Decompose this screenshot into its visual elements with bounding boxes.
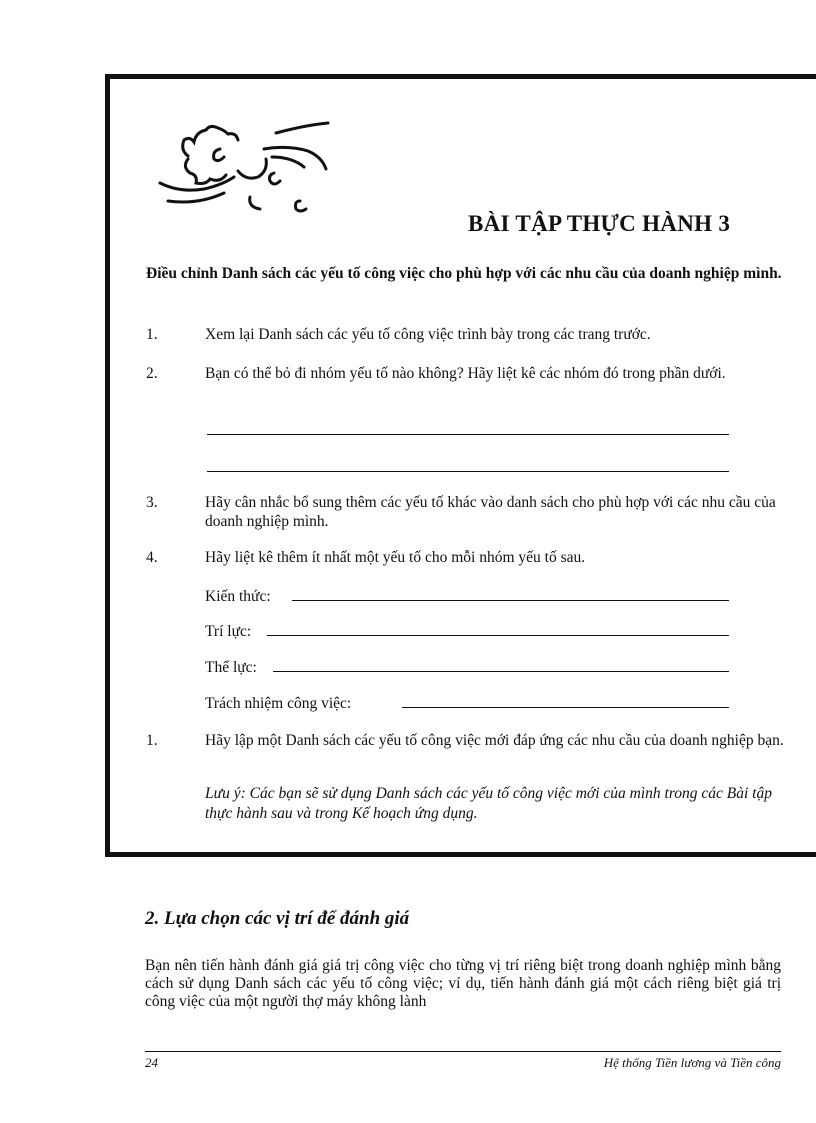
exercise-box <box>105 74 816 857</box>
gears-logo-icon <box>148 101 348 231</box>
physical-line[interactable] <box>273 671 729 672</box>
footer-divider <box>145 1051 781 1052</box>
item-number: 4. <box>146 549 158 566</box>
intellect-line[interactable] <box>267 635 729 636</box>
item-text: Hãy lập một Danh sách các yếu tố công việc mới đáp ứng các nhu cầu của doanh nghiệp bạn. <box>205 732 784 749</box>
running-title: Hệ thống Tiền lương và Tiền công <box>603 1055 781 1070</box>
responsibility-line[interactable] <box>402 707 729 708</box>
answer-line[interactable] <box>207 471 729 472</box>
item-text: Hãy liệt kê thêm ít nhất một yếu tố cho mỗi nhóm yếu tố sau. <box>205 549 586 566</box>
item-text: Xem lại Danh sách các yếu tố công việc trình bày trong các trang trước. <box>205 326 651 343</box>
item-text: Hãy cân nhắc bổ sung thêm các yếu tố khác vào danh sách cho phù hợp với các nhu cầu của doanh nghiệp mình. <box>205 494 776 530</box>
body-paragraph: Bạn nên tiến hành đánh giá giá trị công việc cho từng vị trí riêng biệt trong doanh nghiệp mình bằng cách sử dụng Danh sách các yếu tố công việc; ví dụ, tiến hành đánh giá một cách riêng biệt giá trị công việc của một người thợ máy không lành <box>145 957 781 1010</box>
item-number: 1. <box>146 326 158 343</box>
knowledge-line[interactable] <box>292 600 729 601</box>
exercise-title: BÀI TẬP THỰC HÀNH 3 <box>468 211 731 236</box>
item-number: 1. <box>146 732 158 749</box>
item-number: 3. <box>146 494 158 511</box>
field-label-knowledge: Kiến thức: <box>205 588 271 605</box>
item-number: 2. <box>146 365 158 382</box>
exercise-intro: Điều chỉnh Danh sách các yếu tố công việc cho phù hợp với các nhu cầu của doanh nghiệp mình. <box>146 265 782 282</box>
item-text: Bạn có thể bỏ đi nhóm yếu tố nào không? Hãy liệt kê các nhóm đó trong phần dưới. <box>205 365 726 382</box>
field-label-intellect: Trí lực: <box>205 623 252 640</box>
answer-line[interactable] <box>207 434 729 435</box>
field-label-responsibility: Trách nhiệm công việc: <box>205 695 352 712</box>
section-heading: 2. Lựa chọn các vị trí để đánh giá <box>145 908 410 929</box>
field-label-physical: Thể lực: <box>205 659 257 676</box>
exercise-note: Lưu ý: Các bạn sẽ sử dụng Danh sách các yếu tố công việc mới của mình trong các Bài tập thực hành sau và trong Kế hoạch ứng dụng. <box>205 785 772 822</box>
page-number: 24 <box>145 1055 158 1070</box>
